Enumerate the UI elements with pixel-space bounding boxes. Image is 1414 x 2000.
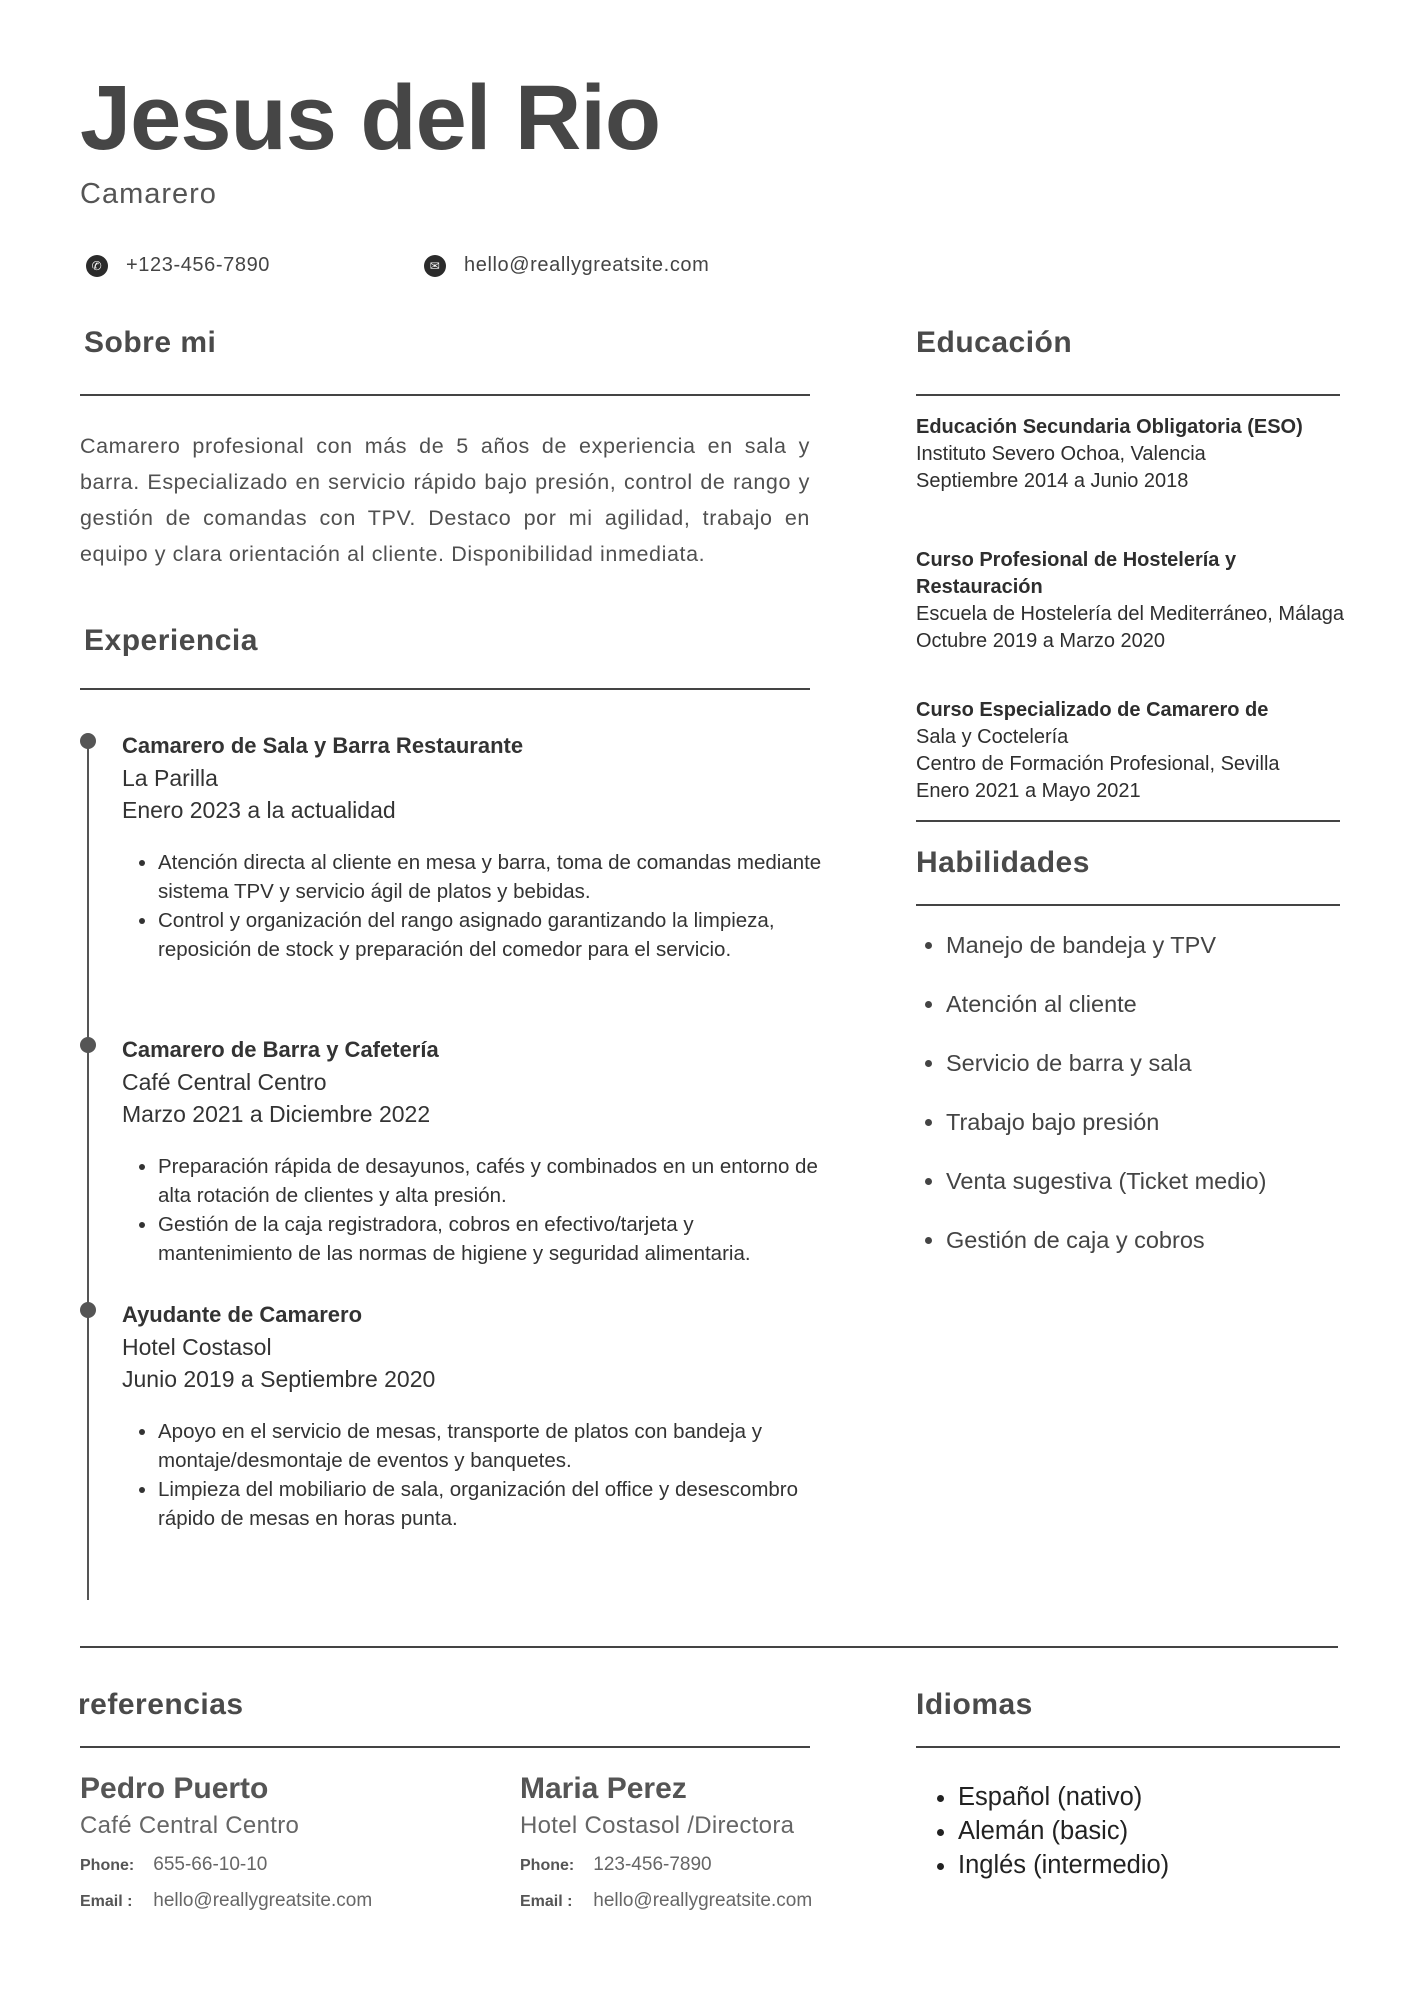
education-line: Instituto Severo Ochoa, Valencia: [916, 443, 1206, 465]
reference-name: Maria Perez: [520, 1772, 687, 1805]
education-degree: Curso Especializado de Camarero de: [916, 699, 1269, 721]
reference-email: [520, 1890, 812, 1912]
reference-phone: [80, 1854, 372, 1876]
experience-item: [122, 730, 822, 964]
experience-item: [122, 1034, 822, 1268]
email-value: hello@reallygreatsite.com: [593, 1890, 813, 1911]
reference-name: Pedro Puerto: [80, 1772, 269, 1805]
contact-phone: [86, 254, 270, 277]
reference-phone: [520, 1854, 812, 1876]
phone-value: 123-456-7890: [593, 1854, 712, 1875]
job-title: Camarero de Sala y Barra Restaurante: [122, 733, 524, 758]
education-item: [916, 697, 1346, 805]
phone-icon: ✆: [86, 255, 108, 277]
education-line: Septiembre 2014 a Junio 2018: [916, 470, 1189, 492]
education-item: [916, 547, 1346, 655]
timeline-dot: [80, 1037, 96, 1053]
language-item: • Alemán (basic): [958, 1814, 1169, 1848]
skills-divider: [916, 904, 1340, 906]
job-bullet: • Limpieza del mobiliario de sala, organización del office y desescombro rápido de mesas en horas punta.: [158, 1475, 822, 1533]
phone-label: Phone:: [80, 1857, 135, 1874]
education-bottom-divider: [916, 820, 1340, 822]
skill-item: • Venta sugestiva (Ticket medio): [946, 1166, 1266, 1196]
education-line: Enero 2021 a Mayo 2021: [916, 780, 1141, 802]
skill-item: • Manejo de bandeja y TPV: [946, 930, 1266, 960]
education-divider: [916, 394, 1340, 396]
reference-org: Café Central Centro: [80, 1812, 300, 1839]
skill-item: • Atención al cliente: [946, 989, 1266, 1019]
phone-value: 655-66-10-10: [153, 1854, 268, 1875]
references-heading: referencias: [78, 1688, 244, 1721]
footer-divider: [80, 1646, 1338, 1648]
education-item: [916, 414, 1346, 495]
about-heading: Sobre mi: [84, 326, 217, 359]
timeline-dot: [80, 733, 96, 749]
languages-list: [916, 1780, 1169, 1882]
job-bullet: • Control y organización del rango asignado garantizando la limpieza, reposición de stock y preparación del comedor para el servicio.: [158, 906, 822, 964]
about-divider: [80, 394, 810, 396]
reference-org: Hotel Costasol /Directora: [520, 1812, 795, 1839]
reference-card: [80, 1772, 372, 1912]
job-bullet: • Preparación rápida de desayunos, cafés y combinados en un entorno de alta rotación de clientes y alta presión.: [158, 1152, 822, 1210]
job-title: Camarero de Barra y Cafetería: [122, 1037, 439, 1062]
languages-divider: [916, 1746, 1340, 1748]
resume-name: Jesus del Rio: [80, 67, 661, 169]
education-degree: Curso Profesional de Hostelería y Restauración: [916, 549, 1237, 598]
experience-divider: [80, 688, 810, 690]
job-title: Ayudante de Camarero: [122, 1302, 363, 1327]
job-bullets: [122, 1417, 822, 1533]
job-bullet: • Atención directa al cliente en mesa y barra, toma de comandas mediante sistema TPV y servicio ágil de platos y bebidas.: [158, 848, 822, 906]
reference-card: [520, 1772, 812, 1912]
job-company: Hotel Costasol: [122, 1334, 272, 1360]
education-line: Octubre 2019 a Marzo 2020: [916, 630, 1166, 652]
email-label: Email :: [520, 1893, 573, 1910]
email-value: hello@reallygreatsite.com: [153, 1890, 373, 1911]
job-dates: Junio 2019 a Septiembre 2020: [122, 1366, 436, 1392]
phone-label: Phone:: [520, 1857, 575, 1874]
experience-timeline: [87, 740, 89, 1600]
skills-list: [916, 930, 1266, 1284]
skills-heading: Habilidades: [916, 846, 1090, 879]
contact-email: [424, 254, 709, 277]
resume-role: Camarero: [80, 178, 217, 210]
email-icon: ✉: [424, 255, 446, 277]
language-item: • Español (nativo): [958, 1780, 1169, 1814]
references-divider: [80, 1746, 810, 1748]
experience-item: [122, 1299, 822, 1533]
skill-item: • Servicio de barra y sala: [946, 1048, 1266, 1078]
timeline-dot: [80, 1302, 96, 1318]
job-bullet: • Apoyo en el servicio de mesas, transporte de platos con bandeja y montaje/desmontaje de eventos y banquetes.: [158, 1417, 822, 1475]
education-degree: Educación Secundaria Obligatoria (ESO): [916, 416, 1303, 438]
job-bullets: [122, 1152, 822, 1268]
skill-item: • Gestión de caja y cobros: [946, 1225, 1266, 1255]
education-heading: Educación: [916, 326, 1073, 359]
job-company: La Parilla: [122, 765, 218, 791]
languages-heading: Idiomas: [916, 1688, 1033, 1721]
job-dates: Marzo 2021 a Diciembre 2022: [122, 1101, 431, 1127]
email-label: Email :: [80, 1893, 133, 1910]
education-line: Centro de Formación Profesional, Sevilla: [916, 753, 1280, 775]
job-bullet: • Gestión de la caja registradora, cobros en efectivo/tarjeta y mantenimiento de las normas de higiene y seguridad alimentaria.: [158, 1210, 822, 1268]
job-bullets: [122, 848, 822, 964]
experience-heading: Experiencia: [84, 624, 258, 657]
job-company: Café Central Centro: [122, 1069, 327, 1095]
language-item: • Inglés (intermedio): [958, 1848, 1169, 1882]
phone-text: +123-456-7890: [126, 254, 271, 276]
education-line: Escuela de Hostelería del Mediterráneo, Málaga: [916, 603, 1345, 625]
about-text: Camarero profesional con más de 5 años de experiencia en sala y barra. Especializado en servicio rápido bajo presión, control de rango y gestión de comandas con TPV. Destaco por mi agilidad, trabajo en equipo y clara orientación al cliente. Disponibilidad inmediata.: [80, 434, 810, 566]
job-dates: Enero 2023 a la actualidad: [122, 797, 396, 823]
education-line: Sala y Coctelería: [916, 726, 1069, 748]
reference-email: [80, 1890, 372, 1912]
skill-item: • Trabajo bajo presión: [946, 1107, 1266, 1137]
email-text: hello@reallygreatsite.com: [464, 254, 710, 276]
